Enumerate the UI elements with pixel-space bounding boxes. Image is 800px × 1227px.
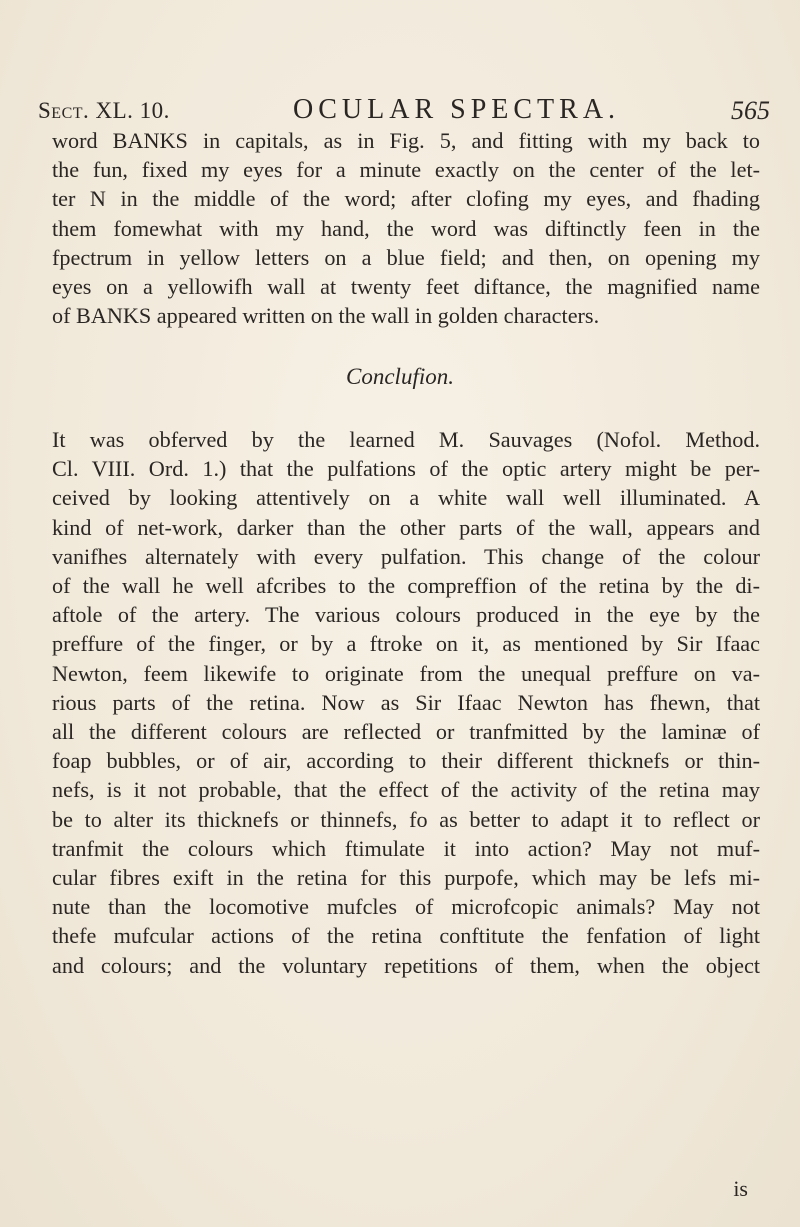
text-line: Newton, feem likewife to originate from the unequal preffure on va- xyxy=(52,660,760,686)
catchword: is xyxy=(733,1176,748,1201)
text-line: them fomewhat with my hand, the word was diftinctly feen in the xyxy=(52,215,760,241)
text-line: the fun, fixed my eyes for a minute exactly on the center of the let- xyxy=(52,157,760,183)
text-line: vanifhes alternately with every pulfation. This change of the colour xyxy=(52,543,760,569)
paragraph-banks-experiment xyxy=(52,126,760,330)
text-line: kind of net-work, darker than the other parts of the wall, appears and xyxy=(52,514,760,540)
running-head xyxy=(38,94,770,128)
text-line: eyes on a yellowifh wall at twenty feet diftance, the magnified name xyxy=(52,274,760,300)
text-line: Cl. VIII. Ord. 1.) that the pulfations of the optic artery might be per- xyxy=(52,456,760,482)
text-line: be to alter its thicknefs or thinnefs, fo as better to adapt it to reflect or xyxy=(52,806,760,832)
text-line: aftole of the artery. The various colours produced in the eye by the xyxy=(52,602,760,628)
text-line: foap bubbles, or of air, according to their different thicknefs or thin- xyxy=(52,748,760,774)
text-line: and colours; and the voluntary repetitions of them, when the object xyxy=(52,952,760,978)
paragraph-conclusion xyxy=(52,425,760,980)
text-line: all the different colours are reflected or tranfmitted by the laminæ of xyxy=(52,719,760,745)
text-line: ter N in the middle of the word; after clofing my eyes, and fhading xyxy=(52,186,760,212)
text-line: nute than the locomotive mufcles of microfcopic animals? May not xyxy=(52,894,760,920)
text-line: preffure of the finger, or by a ftroke on it, as mentioned by Sir Ifaac xyxy=(52,631,760,657)
text-line: of the wall he well afcribes to the compreffion of the retina by the di- xyxy=(52,573,760,599)
text-line: thefe mufcular actions of the retina conftitute the fenfation of light xyxy=(52,923,760,949)
text-line: nefs, is it not probable, that the effect of the activity of the retina may xyxy=(52,777,760,803)
chapter-title: OCULAR SPECTRA. xyxy=(293,94,621,125)
section-heading: Conclufion. xyxy=(346,364,454,389)
section-label: Sect. XL. 10. xyxy=(38,98,170,123)
text-line: cular fibres exift in the retina for this purpofe, which may be lefs mi- xyxy=(52,865,760,891)
text-line: fpectrum in yellow letters on a blue field; and then, on opening my xyxy=(52,244,760,270)
text-line: of BANKS appeared written on the wall in golden characters. xyxy=(52,303,600,329)
page-number: 565 xyxy=(731,96,770,125)
text-line: It was obferved by the learned M. Sauvages (Nofol. Method. xyxy=(52,427,760,452)
text-line: ceived by looking attentively on a white wall well illuminated. A xyxy=(52,485,760,511)
text-line: tranfmit the colours which ftimulate it into action? May not muf- xyxy=(52,835,760,861)
text-line: rious parts of the retina. Now as Sir Ifaac Newton has fhewn, that xyxy=(52,689,760,715)
text-line: word BANKS in capitals, as in Fig. 5, and fitting with my back to xyxy=(52,128,760,153)
